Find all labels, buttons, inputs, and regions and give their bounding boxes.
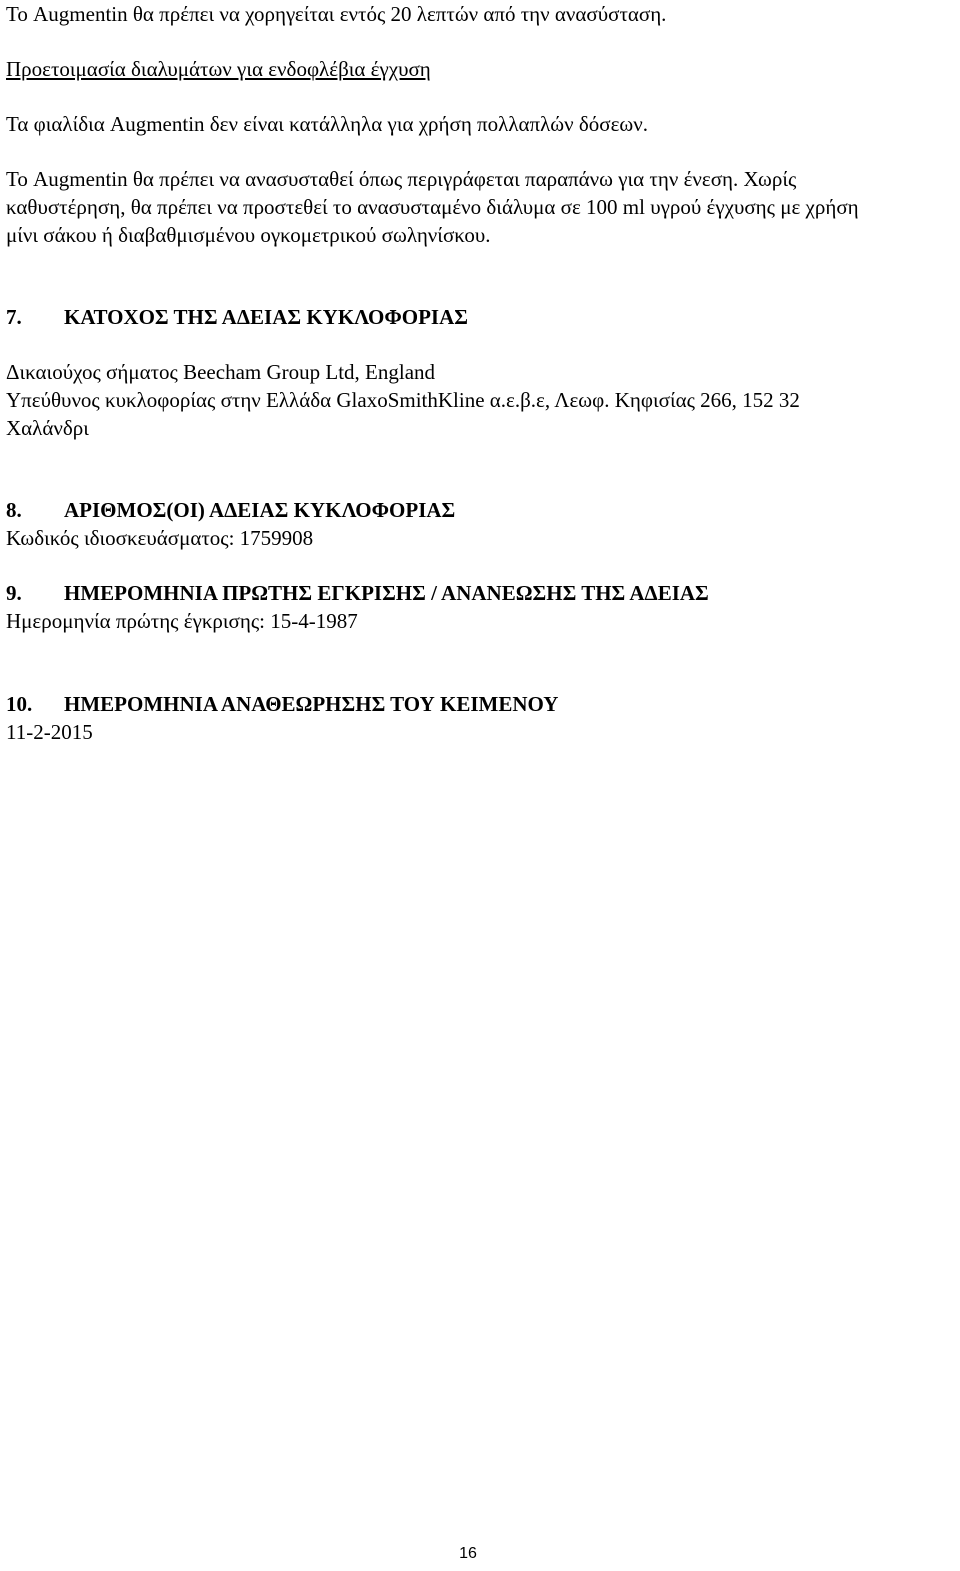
reconstitution-time-text: Το Augmentin θα πρέπει να χορηγείται εντός 20 λεπτών από την ανασύσταση. [6,2,667,26]
section-10-number: 10. [6,692,33,716]
trademark-holder-text: Δικαιούχος σήματος Beecham Group Ltd, England [6,360,436,384]
section-7-number: 7. [6,305,22,329]
section-9-heading [6,579,709,607]
section-7-title: ΚΑΤΟΧΟΣ ΤΗΣ ΑΔΕΙΑΣ ΚΥΚΛΟΦΟΡΙΑΣ [64,305,468,329]
section-8-title: ΑΡΙΘΜΟΣ(ΟΙ) ΑΔΕΙΑΣ ΚΥΚΛΟΦΟΡΙΑΣ [64,498,456,522]
marketing-responsible-text: Υπεύθυνος κυκλοφορίας στην Ελλάδα GlaxoSmithKline α.ε.β.ε, Λεωφ. Κηφισίας 266, 152 32 [6,388,800,412]
infusion-line-2: καθυστέρηση, θα πρέπει να προστεθεί το ανασυσταμένο διάλυμα σε 100 ml υγρού έγχυσης με χρήση [6,195,859,219]
section-10-title: ΗΜΕΡΟΜΗΝΙΑ ΑΝΑΘΕΩΡΗΣΗΣ ΤΟΥ ΚΕΙΜΕΝΟΥ [64,692,559,716]
infusion-line-3: μίνι σάκου ή διαβαθμισμένου ογκομετρικού σωληνίσκου. [6,223,491,247]
section-9-number: 9. [6,581,22,605]
iv-infusion-subheading: Προετοιμασία διαλυμάτων για ενδοφλέβια έγχυση [6,57,431,81]
revision-date-text: 11-2-2015 [6,720,93,744]
page-number: 16 [459,1545,477,1562]
first-approval-date-text: Ημερομηνία πρώτης έγκρισης: 15-4-1987 [6,609,358,633]
marketing-responsible-city: Χαλάνδρι [6,416,89,440]
section-7-heading [6,303,468,331]
single-dose-vials-text: Τα φιαλίδια Augmentin δεν είναι κατάλληλα για χρήση πολλαπλών δόσεων. [6,112,648,136]
section-10-heading [6,690,558,718]
product-code-text: Κωδικός ιδιοσκευάσματος: 1759908 [6,526,314,550]
infusion-line-1: Το Augmentin θα πρέπει να ανασυσταθεί όπως περιγράφεται παραπάνω για την ένεση. Χωρίς [6,167,797,191]
section-9-title: ΗΜΕΡΟΜΗΝΙΑ ΠΡΩΤΗΣ ΕΓΚΡΙΣΗΣ / ΑΝΑΝΕΩΣΗΣ ΤΗΣ ΑΔΕΙΑΣ [64,581,709,605]
section-8-heading [6,496,455,524]
section-8-number: 8. [6,498,22,522]
page-footer [0,1544,960,1564]
